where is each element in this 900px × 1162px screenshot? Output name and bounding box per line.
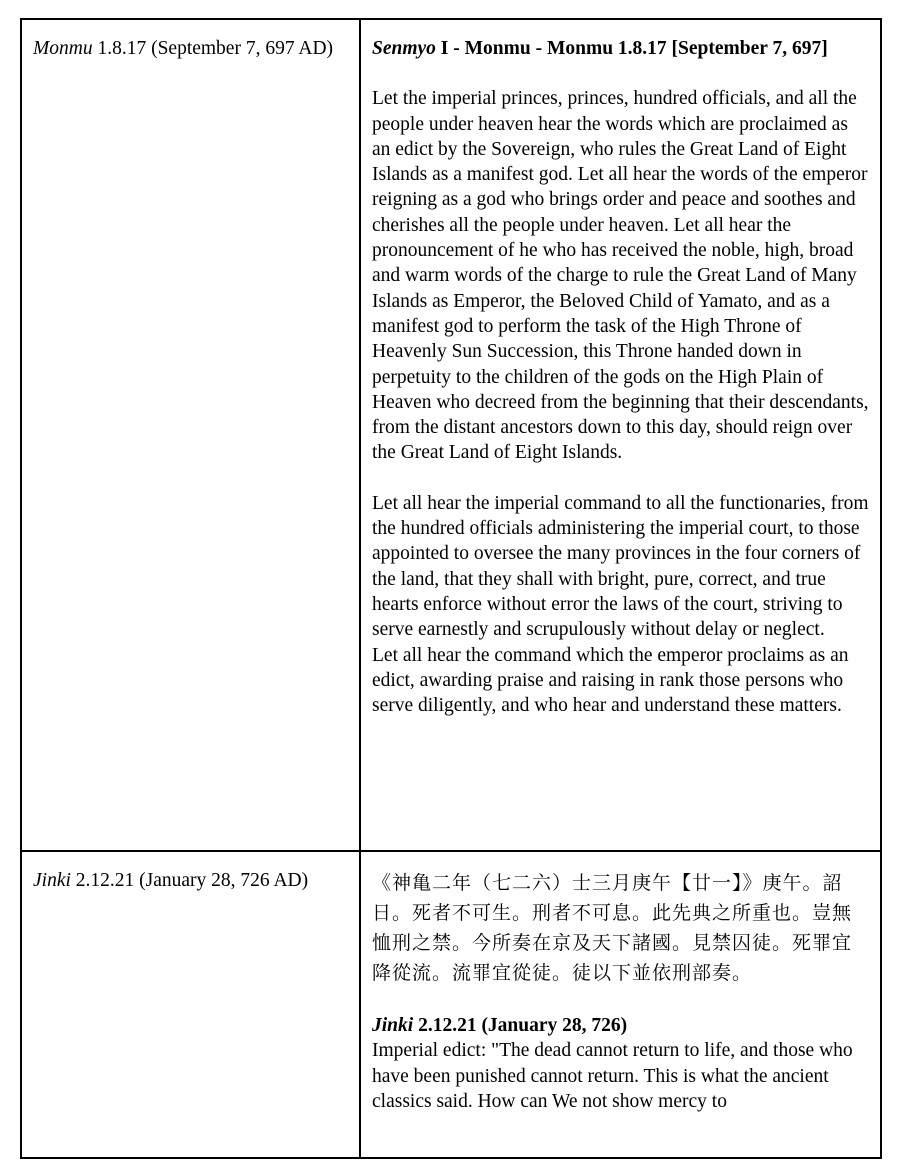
era-name: Jinki	[33, 870, 71, 891]
date-cell	[21, 19, 360, 851]
date-cell	[21, 851, 360, 1158]
edict-heading	[372, 36, 870, 61]
edict-paragraph: Let all hear the command which the emperor proclaims as an edict, awarding praise and raising in rank those persons who serve diligently, and who hear and understand these matters.	[372, 644, 849, 717]
original-chinese-text: 《神亀二年（七二六）士三月庚午【廿一】》庚午。詔日。死者不可生。刑者不可息。此先典之所重也。豈無恤刑之禁。今所奏在京及天下諸國。見禁囚徒。死罪宜降從流。流罪宜從徒。徒以下並依刑部奏。	[372, 872, 853, 984]
era-name: Monmu	[33, 38, 93, 59]
heading-era: Jinki	[372, 1015, 414, 1036]
heading-text: 2.12.21 (January 28, 726)	[413, 1015, 628, 1036]
edict-cell	[360, 851, 881, 1158]
date-text: 2.12.21 (January 28, 726 AD)	[70, 870, 309, 891]
edict-heading	[372, 1013, 870, 1038]
heading-era: Senmyo	[372, 38, 436, 59]
date-text: 1.8.17 (September 7, 697 AD)	[92, 38, 334, 59]
edict-paragraph: Let the imperial princes, princes, hundred officials, and all the people under heaven hear the words which are proclaimed as an edict by the Sovereign, who rules the Great Land of Eight Islands as a manifest god. Let all hear the words of the emperor reigning as a god who brings order and peace and soothes and cherishes all the people under heaven. Let all hear the pronouncement of he who has received the noble, high, broad and warm words of the charge to rule the Great Land of Many Islands as Emperor, the Beloved Child of Yamato, and as a manifest god to perform the task of the High Throne of Heavenly Sun Succession, this Throne handed down in perpetuity to the children of the gods on the High Plain of Heaven who decreed from the beginning that their descendants, from the distant ancestors down to this day, should reign over the Great Land of Eight Islands.	[372, 88, 869, 464]
heading-text: I - Monmu - Monmu 1.8.17 [September 7, 697]	[435, 38, 828, 59]
table-row	[21, 851, 881, 1158]
table-row	[21, 19, 881, 851]
edict-cell	[360, 19, 881, 851]
edict-table	[20, 18, 882, 1159]
edict-paragraph: Let all hear the imperial command to all the functionaries, from the hundred officials administering the imperial court, to those appointed to oversee the many provinces in the four corners of the land, that they shall with bright, pure, correct, and true hearts enforce without error the laws of the court, striving to serve earnestly and scrupulously without delay or neglect.	[372, 492, 869, 641]
translation-text: Imperial edict: "The dead cannot return to life, and those who have been punished cannot return. This is what the ancient classics said. How can We not show mercy to	[372, 1040, 853, 1112]
